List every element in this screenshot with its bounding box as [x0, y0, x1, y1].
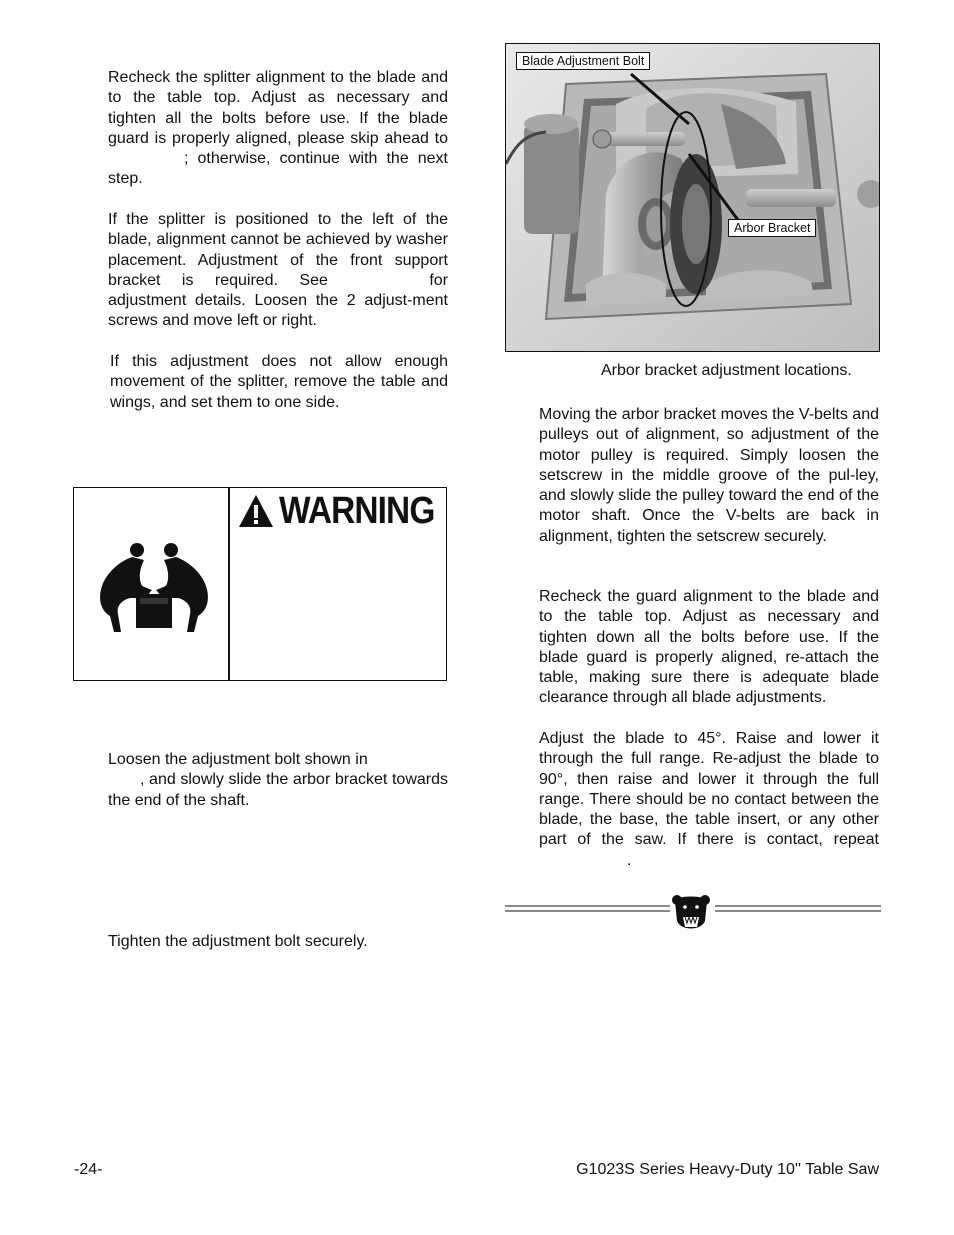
two-person-lift-icon	[88, 542, 218, 634]
footer-title: G1023S Series Heavy-Duty 10'' Table Saw	[576, 1161, 879, 1178]
callout-arbor-bracket: Arbor Bracket	[728, 219, 816, 237]
text: Recheck the splitter alignment to the blade and to the table top. Adjust as necessary and tighten all the bolts before use. If the blade guard is properly aligned, please skip ahead to	[108, 69, 448, 147]
paragraph-guard-recheck: Recheck the guard alignment to the blade and to the table top. Adjust as necessary and tighten down all the bolts before use. If the blade guard is properly aligned, re-attach the table, making sure there is adequate blade clearance through all blade adjustments.	[539, 588, 879, 707]
warning-label: WARNING	[279, 489, 435, 532]
text: ; otherwise, continue with the next step.	[108, 150, 448, 188]
arbor-bracket-photo	[505, 43, 880, 352]
figure-caption: Arbor bracket adjustment locations.	[601, 362, 852, 379]
section-end-divider	[505, 893, 881, 937]
paragraph-splitter-left	[108, 210, 448, 332]
paragraph-loosen-bolt	[108, 750, 448, 811]
text: .	[627, 851, 632, 869]
callout-blade-adjustment-bolt: Blade Adjustment Bolt	[516, 52, 650, 70]
paragraph-blade-range	[539, 729, 879, 871]
warning-box	[73, 487, 447, 681]
text: If the splitter is positioned to the left of the blade, alignment cannot be achieved by washer placement. Adjustment of the front support bracket is required. See	[108, 211, 448, 289]
text: Adjust the blade to 45°. Raise and lower it through the full range. Re-adjust the blade to 90°, then raise and lower it through the full range. There should be no contact between the blade, the base, the table insert, or any other part of the saw. If there is contact, repeat	[539, 730, 879, 849]
warning-header	[237, 491, 456, 531]
warning-triangle-icon	[237, 493, 275, 529]
paragraph-remove-table: If this adjustment does not allow enough movement of the splitter, remove the table and wings, and set them to one side.	[110, 353, 448, 411]
paragraph-tighten-bolt: Tighten the adjustment bolt securely.	[108, 933, 368, 950]
bear-logo-icon	[672, 895, 710, 929]
page-number: -24-	[74, 1161, 103, 1178]
paragraph-splitter-recheck	[108, 68, 448, 190]
warning-divider	[228, 488, 230, 680]
saw-interior-illustration	[506, 44, 880, 352]
text: Loosen the adjustment bolt shown in	[108, 751, 368, 768]
text: for adjustment details. Loosen the 2 adjust-ment screws and move left or right.	[108, 271, 448, 330]
paragraph-motor-pulley: Moving the arbor bracket moves the V-belts and pulleys out of alignment, so adjustment of the motor pulley is required. Simply loosen the setscrew in the middle groove of the pul-ley, and slowly slide the pulley toward the end of the motor shaft. Once the V-belts are back in alignment, tighten the setscrew securely.	[539, 406, 879, 545]
text: , and slowly slide the arbor bracket towards the end of the shaft.	[108, 771, 448, 809]
